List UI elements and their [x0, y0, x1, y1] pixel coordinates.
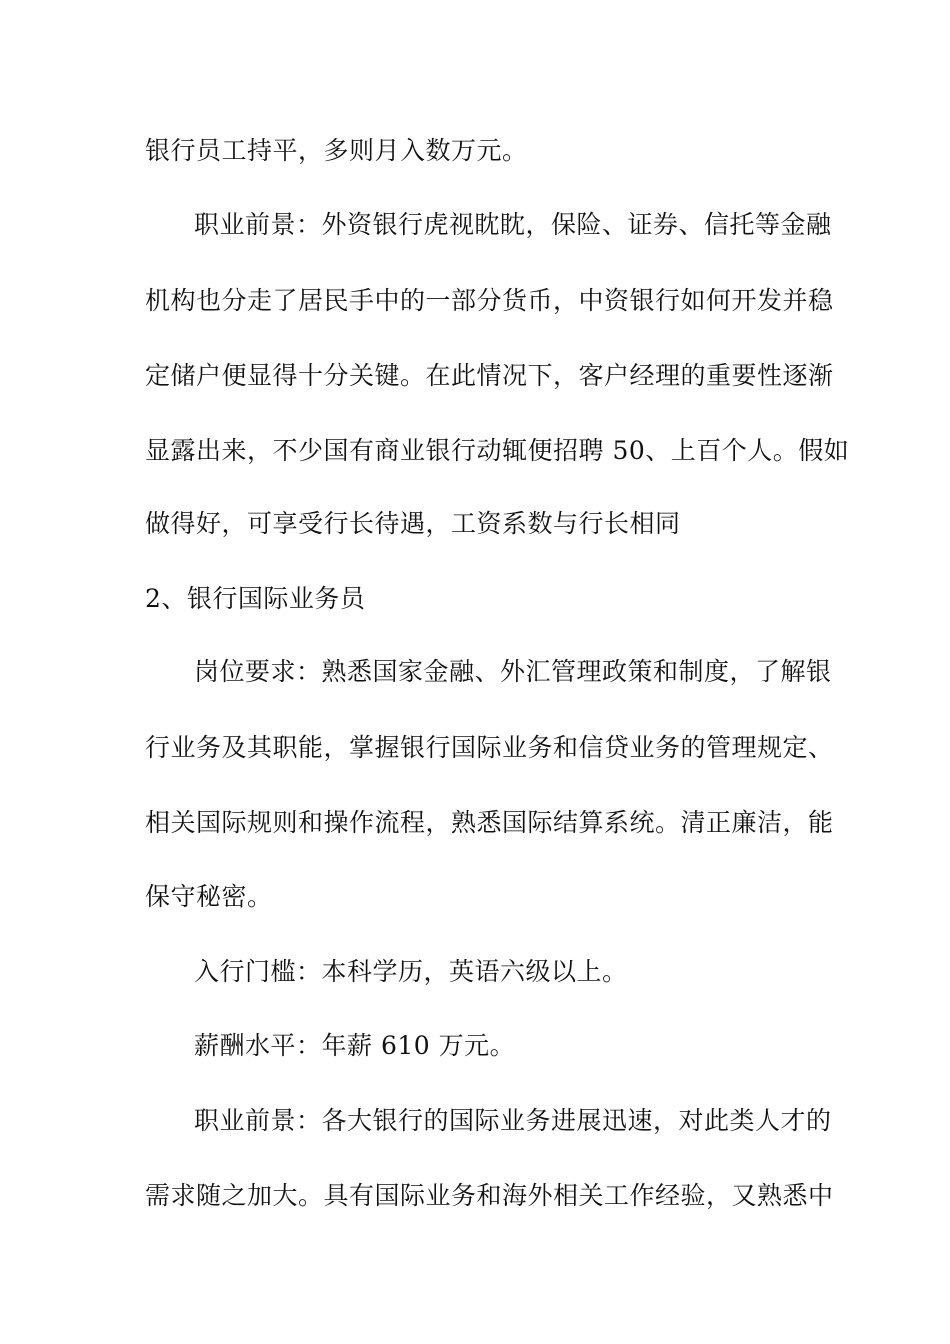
- text-line: 机构也分走了居民手中的一部分货币，中资银行如何开发并稳: [145, 286, 834, 315]
- text-line: 需求随之加大。具有国际业务和海外相关工作经验，又熟悉中: [145, 1181, 834, 1210]
- text-line: 职业前景：外资银行虎视眈眈，保险、证券、信托等金融: [194, 210, 832, 239]
- text-line: 显露出来，不少国有商业银行动辄便招聘 50、上百个人。假如: [145, 436, 850, 465]
- text-line: 薪酬水平：年薪 610 万元。: [194, 1031, 516, 1060]
- text-line: 定储户便显得十分关键。在此情况下，客户经理的重要性逐渐: [145, 361, 834, 390]
- text-line: 保守秘密。: [145, 882, 273, 911]
- text-line: 银行员工持平，多则月入数万元。: [145, 136, 528, 165]
- text-line: 相关国际规则和操作流程，熟悉国际结算系统。清正廉洁，能: [145, 808, 834, 837]
- text-line: 做得好，可享受行长待遇，工资系数与行长相同: [145, 509, 681, 538]
- text-line: 行业务及其职能，掌握银行国际业务和信贷业务的管理规定、: [145, 733, 834, 762]
- text-line: 职业前景：各大银行的国际业务进展迅速，对此类人才的: [194, 1106, 832, 1135]
- text-line: 岗位要求：熟悉国家金融、外汇管理政策和制度，了解银: [194, 657, 832, 686]
- section-heading: 2、银行国际业务员: [145, 584, 366, 613]
- text-line: 入行门槛：本科学历，英语六级以上。: [194, 957, 628, 986]
